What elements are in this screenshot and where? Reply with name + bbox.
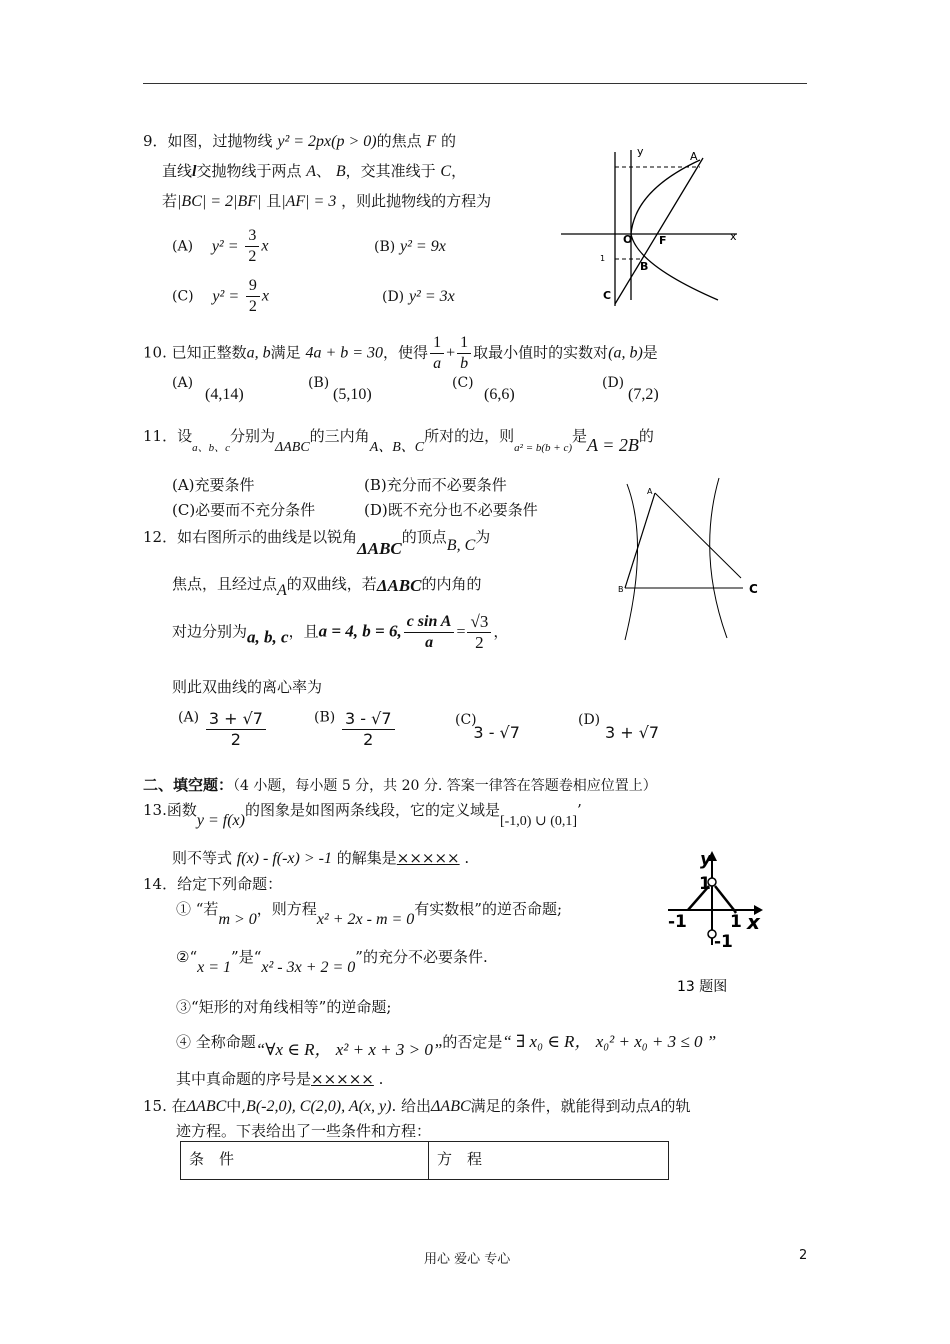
q9-option-b: (B) y² = 9x [374, 238, 446, 255]
fig12-label-b: B [618, 585, 624, 594]
q15-table [180, 1141, 669, 1180]
q10-option-b-label: (B) [308, 375, 330, 391]
fig9-label-o: O [623, 233, 633, 246]
fig13-caption: 13 题图 [677, 979, 728, 995]
q14-prop-1: ① “若m > 0，则方程x² + 2x - m = 0有实数根”的逆否命题; [176, 900, 563, 928]
q13-answer-blank: ××××× [396, 849, 460, 867]
q9-option-a: (A) y² = $\frac{3}{2}$ x [172, 227, 269, 265]
q12-line2: 焦点，且经过点A的双曲线，若ΔABC的内角的 [172, 575, 482, 599]
q11-option-d: (D)既不充分也不必要条件 [364, 501, 538, 519]
q10-option-d: (7,2) [628, 386, 659, 403]
q15-table-header-equation: 方 程 [437, 1150, 483, 1168]
fig13-label-neg1-bottom: -1 [714, 932, 733, 952]
fig9-label-c: C [603, 289, 612, 302]
fig9-label-b: B [640, 260, 649, 273]
q11-option-c: (C)必要而不充分条件 [172, 501, 316, 519]
fig13-label-x: x [747, 910, 760, 934]
q9-option-c: (C) y² = $\frac{9}{2}$ x [172, 277, 270, 315]
q11-stem: 11．设$_{a、b、c}$分别为ΔABC的三内角A、B、C所对的边，则$_{a^2 = b(b + c)}$是A = 2B的 [143, 427, 654, 455]
q10-option-a-label: (A) [172, 375, 194, 391]
fig12-label-a: A [647, 487, 653, 496]
q12-hyperbola-figure [605, 470, 775, 642]
q12-option-a: (A) $\frac{3 + √7}{2}$ [178, 709, 268, 750]
fig9-label-f: F [659, 234, 667, 247]
fig13-label-one-right: 1 [730, 912, 742, 932]
q9-parabola-figure [555, 140, 745, 310]
section2-heading: 二、填空题：（4 小题，每小题 5 分，共 20 分. 答案一律答在答题卷相应位置上） [143, 776, 657, 794]
q14-prop-3: ③“矩形的对角线相等”的逆命题; [176, 998, 392, 1016]
q12-line1: 12．如右图所示的曲线是以锐角ΔABC的顶点B, C为 [143, 528, 491, 558]
q12-option-c: (C) 3 - √7 [455, 712, 520, 742]
q15-line1: 15. 在ΔABC中,B(-2,0), C(2,0), A(x, y). 给出ΔABC满足的条件，就能得到动点A的轨 [143, 1097, 691, 1115]
q13-line1: 13.函数y = f(x)的图象是如图两条线段，它的定义域是[-1,0) ∪ (0,1]’ [143, 801, 582, 829]
q10-option-d-label: (D) [602, 375, 625, 391]
q13-graph-figure [660, 845, 770, 1005]
q14-answer: 其中真命题的序号是××××× . [176, 1070, 384, 1088]
fig9-label-x: x [730, 230, 737, 243]
q10-option-c-label: (C) [452, 375, 474, 391]
fig9-label-a: A [690, 150, 698, 163]
q11-option-a: (A)充要条件 [172, 476, 255, 494]
q10-stem: 10. 已知正整数a, b满足 4a + b = 30，使得 $\frac{1}{a}$ + $\frac{1}{b}$ 取最小值时的实数对(a, b)是 [143, 334, 658, 372]
fig12-label-c: C [749, 582, 758, 596]
q9-line2: 直线l交抛物线于两点 A、 B，交其准线于 C， [162, 162, 467, 180]
fig13-label-y: y [700, 849, 712, 870]
q14-heading: 14．给定下列命题： [143, 875, 283, 893]
q12-option-d: (D) 3 + √7 [578, 712, 660, 742]
fig13-label-one-top: 1 [699, 874, 711, 894]
q12-line3: 对边分别为a, b, c，且a = 4, b = 6, $\frac{\text{c sin A}}{a}$ = $\frac{√3}{2}$ ， [172, 612, 509, 652]
fig9-label-y: y [637, 145, 644, 158]
q10-option-c: (6,6) [484, 386, 515, 403]
q15-table-header-condition: 条 件 [189, 1150, 235, 1168]
header-rule [143, 83, 807, 84]
q10-option-b: (5,10) [333, 386, 372, 403]
q13-line2: 则不等式 f(x) - f(-x) > -1 的解集是××××× . [172, 849, 470, 867]
q11-option-b: (B)充分而不必要条件 [364, 476, 507, 494]
q9-line1: 9．如图，过抛物线 y² = 2px(p > 0)的焦点 F 的 [143, 132, 456, 150]
q10-option-a: (4,14) [205, 386, 244, 403]
footer-slogan: 用心 爱心 专心 [424, 1252, 511, 1267]
q12-line4: 则此双曲线的离心率为 [172, 678, 323, 696]
q14-answer-blank: ××××× [311, 1070, 374, 1088]
fig9-label-one: 1 [600, 254, 606, 263]
fig13-label-neg1-left: -1 [668, 912, 687, 932]
q9-line3: 若|BC| = 2|BF| 且|AF| = 3 ，则此抛物线的方程为 [162, 192, 492, 210]
page-number: 2 [799, 1248, 808, 1263]
q14-prop-4: ④ 全称命题“∀x ∈ R， x² + x + 3 > 0”的否定是“ ∃ x₀ ∈ R， x₀² + x₀ + 3 ≤ 0 ” [176, 1032, 717, 1059]
q15-line2: 迹方程。下表给出了一些条件和方程： [176, 1122, 432, 1140]
q14-prop-2: ②“x = 1”是“x² - 3x + 2 = 0”的充分不必要条件. [176, 948, 488, 976]
q12-option-b: (B) $\frac{3 - √7}{2}$ [314, 709, 397, 750]
q9-option-d: (D) y² = 3x [382, 288, 455, 305]
